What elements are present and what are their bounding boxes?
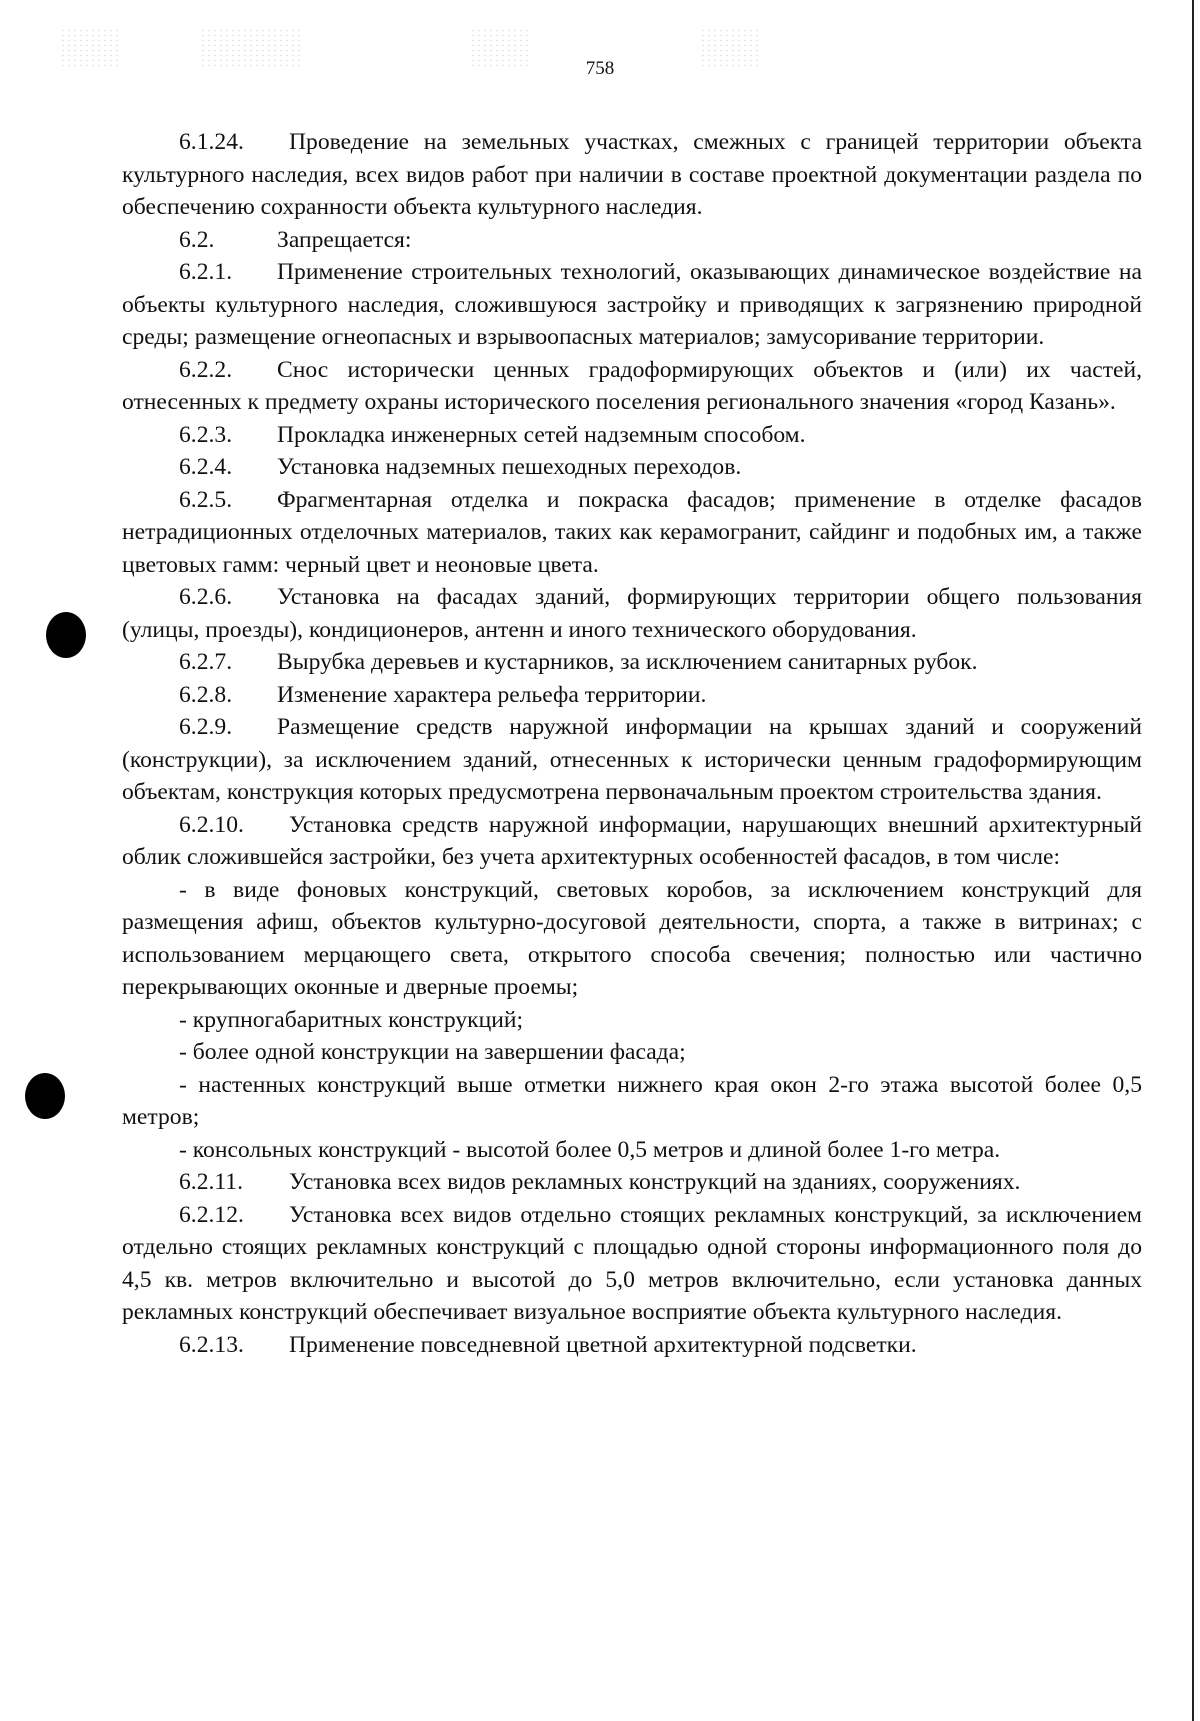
clause-text: Вырубка деревьев и кустарников, за исключением санитарных рубок. <box>277 649 978 675</box>
clause-number: 6.2.8. <box>179 681 233 708</box>
clause-paragraph <box>122 484 1142 582</box>
clause-text: Проведение на земельных участках, смежных с границей территории объекта культурного наследия, всех видов работ при наличии в составе проектной документации раздела по обеспечению сохранности объекта культурного наследия. <box>122 129 1142 220</box>
document-body <box>122 126 1142 1361</box>
clause-paragraph <box>122 1199 1142 1329</box>
clause-text: Установка на фасадах зданий, формирующих территории общего пользования (улицы, проезды), кондиционеров, антенн и иного технического оборудования. <box>122 584 1142 643</box>
clause-number: 6.2.10. <box>179 811 244 838</box>
list-item <box>122 874 1142 1004</box>
clause-paragraph <box>122 354 1142 419</box>
page-number: 758 <box>585 58 615 79</box>
clause-text: Снос исторически ценных градоформирующих объектов и (или) их частей, отнесенных к предмету охраны исторического поселения регионального значения «город Казань». <box>122 356 1142 415</box>
punch-hole <box>25 1073 65 1119</box>
clause-paragraph <box>122 256 1142 354</box>
clause-text: Установка всех видов отдельно стоящих рекламных конструкций, за исключением отдельно стоящих рекламных конструкций с площадью одной стороны информационного поля до 4,5 кв. метров включительно и высотой до 5,0 метров включительно, если установка данных рекламных конструкций обеспечивает визуальное восприятие объекта культурного наследия. <box>122 1201 1142 1325</box>
clause-text: - консольных конструкций - высотой более 0,5 метров и длиной более 1-го метра. <box>179 1136 1001 1163</box>
clause-paragraph <box>122 711 1142 809</box>
page-edge <box>1192 0 1194 1721</box>
clause-text: Изменение характера рельефа территории. <box>277 681 707 708</box>
clause-number: 6.2.1. <box>179 259 233 285</box>
clause-paragraph <box>122 679 1142 712</box>
list-item <box>122 1004 1142 1037</box>
clause-text: Применение повседневной цветной архитектурной подсветки. <box>289 1331 917 1358</box>
clause-number: 6.2.4. <box>179 454 233 480</box>
list-item <box>122 1069 1142 1134</box>
clause-number: 6.1.24. <box>179 129 244 155</box>
clause-number: 6.2.2. <box>179 356 233 383</box>
clause-number: 6.2. <box>179 226 215 253</box>
clause-number: 6.2.3. <box>179 421 233 448</box>
clause-text: Размещение средств наружной информации на крышах зданий и сооружений (конструкции), за исключением зданий, отнесенных к исторически ценным градоформирующим объектам, конструкция которых предусмотрена первоначальным проектом строительства здания. <box>122 714 1142 805</box>
clause-number: 6.2.7. <box>179 649 233 675</box>
punch-hole <box>46 612 86 658</box>
clause-number: 6.2.9. <box>179 714 233 740</box>
clause-number: 6.2.5. <box>179 486 233 513</box>
clause-paragraph <box>122 809 1142 874</box>
clause-text: - в виде фоновых конструкций, световых коробов, за исключением конструкций для размещения афиш, объектов культурно-досуговой деятельности, спорта, а также в витринах; с использованием мерцающего света, открытого способа свечения; полностью или частично перекрывающих оконные и дверные проемы; <box>122 876 1142 1000</box>
clause-paragraph <box>122 646 1142 679</box>
clause-number: 6.2.13. <box>179 1331 244 1358</box>
clause-paragraph <box>122 581 1142 646</box>
clause-text: Установка всех видов рекламных конструкций на зданиях, сооружениях. <box>289 1169 1021 1195</box>
clause-paragraph <box>122 1329 1142 1362</box>
clause-text: Установка надземных пешеходных переходов. <box>277 454 742 480</box>
clause-number: 6.2.6. <box>179 584 233 610</box>
clause-text: Прокладка инженерных сетей надземным способом. <box>277 421 806 448</box>
clause-paragraph <box>122 1166 1142 1199</box>
clause-paragraph <box>122 224 1142 257</box>
clause-text: - более одной конструкции на завершении фасада; <box>179 1039 686 1065</box>
clause-text: Запрещается: <box>277 226 412 253</box>
clause-paragraph <box>122 419 1142 452</box>
clause-number: 6.2.11. <box>179 1169 244 1195</box>
clause-paragraph <box>122 451 1142 484</box>
clause-text: Фрагментарная отделка и покраска фасадов; применение в отделке фасадов нетрадиционных отделочных материалов, таких как керамогранит, сайдинг и подобных им, а также цветовых гамм: черный цвет и неоновые цвета. <box>122 486 1142 578</box>
list-item <box>122 1134 1142 1167</box>
clause-text: - крупногабаритных конструкций; <box>179 1006 524 1033</box>
clause-text: Установка средств наружной информации, нарушающих внешний архитектурный облик сложившейся застройки, без учета архитектурных особенностей фасадов, в том числе: <box>122 811 1142 870</box>
list-item <box>122 1036 1142 1069</box>
clause-text: - настенных конструкций выше отметки нижнего края окон 2-го этажа высотой более 0,5 метров; <box>122 1071 1142 1130</box>
clause-text: Применение строительных технологий, оказывающих динамическое воздействие на объекты культурного наследия, сложившуюся застройку и приводящих к загрязнению природной среды; размещение огнеопасных и взрывоопасных материалов; замусоривание территории. <box>122 259 1142 350</box>
clause-paragraph <box>122 126 1142 224</box>
clause-number: 6.2.12. <box>179 1201 244 1228</box>
